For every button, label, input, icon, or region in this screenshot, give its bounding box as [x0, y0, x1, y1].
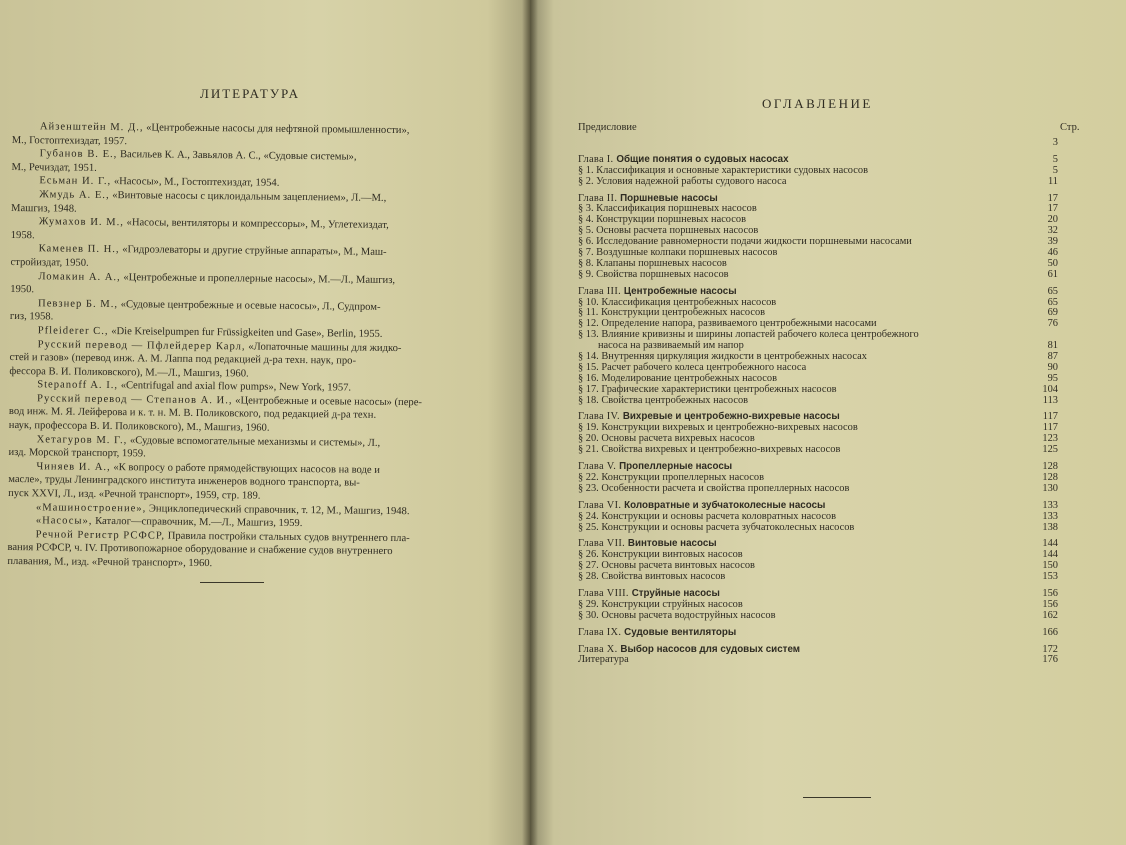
reference-text: «Die Kreiselpumpen fur Früssigkeiten und Gase», Berlin, 1955. [108, 325, 383, 340]
chapter-name: Судовые вентиляторы [624, 626, 737, 638]
page-number: 150 [1042, 560, 1058, 572]
page-number: 144 [1042, 549, 1058, 561]
toc-entry [578, 445, 1058, 456]
reference-continuation: плавания, М., изд. «Речной транспорт», 1960. [7, 555, 213, 570]
reference-author: Pfleiderer C., [37, 325, 109, 337]
bibliography-list [7, 120, 512, 574]
page-number: 104 [1042, 383, 1058, 395]
entry-title: § 16. Моделирование центробежных насосов [578, 372, 778, 384]
page-number: 162 [1042, 609, 1058, 621]
chapter-name: Центробежные насосы [623, 285, 737, 297]
reference-text: «Centrifugal and axial flow pumps», New York, 1957. [118, 380, 352, 394]
toc-entry [578, 572, 1058, 583]
chapter-number: Глава II. [578, 192, 621, 204]
page-number: 125 [1042, 444, 1058, 456]
page-number: 176 [1042, 654, 1058, 666]
entry-title: § 11. Конструкции центробежных насосов [578, 307, 766, 319]
reference-continuation: гиз, 1958. [9, 311, 54, 323]
reference-continuation: 1958. [10, 229, 35, 241]
reference-text: Каталог—справочник, М.—Л., Машгиз, 1959. [92, 516, 303, 530]
reference-author: Каменев П. Н., [38, 243, 120, 256]
page-number: 133 [1042, 510, 1058, 522]
reference-text: Правила постройки стальных судов внутреннего пла- [165, 530, 410, 544]
book-gutter [522, 0, 538, 845]
reference-continuation: изд. Морской транспорт, 1959. [8, 447, 146, 460]
reference-continuation: пуск XXVI, Л., изд. «Речной транспорт», 1959, стр. 189. [8, 488, 261, 502]
toc-page-label: Стр. [1060, 122, 1080, 133]
chapter-title [578, 628, 736, 639]
chapter-number: Глава IX. [578, 626, 625, 638]
reference-text: Энциклопедический справочник, т. 12, М., Машгиз, 1948. [146, 503, 410, 517]
reference-text: «Центробежные и пропеллерные насосы», М.—Л., Машгиз, [120, 271, 396, 286]
page-number: 3 [1052, 137, 1058, 148]
page-number: 46 [1047, 247, 1058, 259]
chapter-name: Вихревые и центробежно-вихревые насосы [622, 411, 840, 423]
chapter-number: Глава VII. [578, 538, 628, 550]
page-number: 123 [1042, 433, 1058, 445]
entry-title: § 25. Конструкции и основы расчета зубчатоколесных насосов [578, 521, 855, 533]
chapter-name: Выбор насосов для судовых систем [620, 643, 801, 655]
reference-author: Жумахов И. М., [38, 216, 124, 229]
reference-text: «Лопаточные машины для жидко- [245, 340, 402, 354]
reference-author: Айзенштейн М. Д., [39, 121, 144, 134]
entry-title: § 23. Особенности расчета и свойства пропеллерных насосов [578, 482, 850, 494]
chapter-name: Струйные насосы [631, 587, 720, 599]
toc-entry [578, 611, 1058, 622]
toc-chapter [578, 628, 1058, 639]
reference-text: «Судовые вспомогательные механизмы и системы», Л., [127, 434, 381, 449]
reference-text: «К вопросу о работе прямодействующих насосов на воде и [110, 461, 381, 476]
page-number: 32 [1047, 225, 1058, 237]
entry-title: § 18. Свойства центробежных насосов [578, 394, 749, 406]
entry-title: § 5. Основы расчета поршневых насосов [578, 225, 759, 237]
reference-author: Речной Регистр РСФСР, [35, 529, 166, 542]
page-number: 156 [1042, 587, 1058, 599]
reference-continuation: 1950. [10, 284, 35, 296]
reference-continuation: Машгиз, 1948. [11, 202, 77, 215]
page-number: 69 [1047, 307, 1058, 319]
entry-title: § 30. Основы расчета водоструйных насосов [578, 609, 776, 621]
entry-title: § 4. Конструкции поршневых насосов [578, 214, 746, 226]
page-number: 133 [1042, 499, 1058, 511]
page-number: 17 [1047, 192, 1058, 204]
entry-title: § 8. Клапаны поршневых насосов [578, 257, 727, 269]
page-number: 17 [1047, 203, 1058, 215]
toc-entry [578, 177, 1058, 188]
entry-title: § 19. Конструкции вихревых и центробежно-вихревых насосов [578, 422, 858, 434]
page-number: 128 [1042, 461, 1058, 473]
page-number: 61 [1047, 268, 1058, 280]
reference-continuation: фессора В. И. Поликовского), М.—Л., Машгиз, 1960. [9, 365, 249, 380]
right-page [530, 0, 1126, 845]
page-number: 113 [1042, 394, 1058, 406]
entry-title: § 14. Внутренняя циркуляция жидкости в центробежных насосах [578, 351, 867, 363]
reference-continuation: стройиздат, 1950. [10, 256, 89, 269]
page-number: 87 [1047, 351, 1058, 363]
entry-title: § 27. Основы расчета винтовых насосов [578, 560, 755, 572]
reference-text: «Гидроэлеваторы и другие струйные аппараты», М., Маш- [119, 244, 387, 259]
reference-author: Певзнер Б. М., [38, 298, 119, 310]
entry-title: § 17. Графические характеристики центробежных насосов [578, 383, 837, 395]
left-page [0, 0, 530, 845]
reference-author: Жмудь А. Е., [39, 189, 110, 201]
page-number: 153 [1042, 571, 1058, 583]
chapter-title [578, 501, 825, 512]
toc-entry [578, 138, 1058, 149]
chapter-number: Глава IV. [578, 411, 623, 423]
reference-item [7, 528, 507, 574]
reference-author: «Насосы», [35, 515, 93, 528]
toc-entry [578, 484, 1058, 495]
chapter-name: Пропеллерные насосы [619, 461, 733, 473]
page-number: 117 [1042, 422, 1058, 434]
entry-title: § 9. Свойства поршневых насосов [578, 268, 729, 280]
chapter-name: Винтовые насосы [627, 538, 717, 550]
entry-title: § 20. Основы расчета вихревых насосов [578, 433, 755, 445]
reference-author: «Машиностроение», [35, 501, 147, 515]
reference-text: «Насосы, вентиляторы и компрессоры», М., Углетехиздат, [123, 217, 389, 232]
toc-entry [578, 523, 1058, 534]
entry-title: § 13. Влияние кривизны и ширины лопастей рабочего колеса центробежного [578, 329, 919, 341]
end-rule [200, 582, 264, 583]
entry-title: § 21. Свойства вихревых и центробежно-вихревых насосов [578, 444, 841, 456]
toc-preface: Предисловие [578, 122, 637, 133]
reference-author: Ломакин А. А., [38, 270, 121, 283]
chapter-number: Глава III. [578, 285, 624, 297]
reference-item [9, 392, 509, 438]
reference-author: Чиняев И. А., [36, 461, 111, 473]
reference-author: Stepanoff A. I., [37, 379, 119, 392]
reference-author: Русский перевод — Пфлейдерер Карл, [37, 338, 246, 352]
entry-title: насоса на развиваемый им напор [598, 340, 744, 352]
reference-author: Русский перевод — Степанов А. И., [37, 393, 233, 407]
reference-item [8, 460, 508, 506]
page-number: 144 [1042, 538, 1058, 550]
page-number: 20 [1047, 214, 1058, 226]
entry-title: § 26. Конструкции винтовых насосов [578, 549, 743, 561]
entry-title: § 7. Воздушные колпаки поршневых насосов [578, 247, 778, 259]
page-number: 166 [1042, 626, 1058, 638]
toc-chapter [578, 645, 1058, 656]
reference-continuation: вания РСФСР, ч. IV. Противопожарное оборудование и снабжение судов внутреннего [7, 542, 393, 558]
reference-text: «Насосы», М., Гостоптехиздат, 1954. [111, 176, 280, 190]
toc-entry [578, 396, 1058, 407]
reference-continuation: масле», труды Ленинградского института инженеров водного транспорта, вы- [8, 474, 360, 490]
reference-author: Губанов В. Е., [39, 148, 118, 161]
toc-entry [578, 385, 1058, 396]
reference-continuation: вод инж. М. Я. Лейферова и к. т. н. М. В. Поликовского, под редакцией д-ра техн. [8, 406, 377, 422]
toc-title: ОГЛАВЛЕНИЕ [762, 96, 873, 111]
reference-continuation: М., Речиздат, 1951. [11, 161, 97, 174]
reference-author: Хетагуров М. Г., [36, 433, 128, 446]
toc-entry [578, 270, 1058, 281]
entry-title: § 1. Классификация и основные характеристики судовых насосов [578, 164, 868, 176]
reference-continuation: М., Гостоптехиздат, 1957. [11, 134, 128, 147]
toc-chapter [578, 287, 1058, 298]
chapter-number: Глава I. [578, 153, 617, 165]
entry-title: § 6. Исследование равномерности подачи жидкости поршневыми насосами [578, 236, 912, 248]
entry-title: § 10. Классификация центробежных насосов [578, 296, 777, 308]
chapter-name: Поршневые насосы [620, 192, 718, 204]
page-number: 65 [1047, 296, 1058, 308]
page-number: 50 [1047, 257, 1058, 269]
entry-title: § 15. Расчет рабочего колеса центробежного насоса [578, 361, 807, 373]
entry-title: § 3. Классификация поршневых насосов [578, 203, 757, 215]
reference-text: «Центробежные и осевые насосы» (пере- [232, 395, 423, 409]
entry-title: § 28. Свойства винтовых насосов [578, 571, 726, 583]
page-number: 130 [1042, 482, 1058, 494]
page-number: 117 [1042, 411, 1058, 423]
entry-title: § 12. Определение напора, развиваемого центробежными насосами [578, 318, 877, 330]
bibliography-title: ЛИТЕРАТУРА [200, 86, 300, 101]
chapter-title [578, 287, 737, 298]
entry-title: § 2. Условия надежной работы судового насоса [578, 175, 787, 187]
reference-continuation: стей и газов» (перевод инж. А. М. Лаппа под редакцией д-ра техн. наук, про- [9, 352, 357, 367]
reference-text: Васильев К. А., Завьялов А. С., «Судовые системы», [117, 149, 357, 163]
entry-title: § 29. Конструкции струйных насосов [578, 598, 743, 610]
toc-entry [578, 655, 1058, 666]
reference-author: Есьман И. Г., [39, 175, 112, 188]
chapter-name: Коловратные и зубчатоколесные насосы [624, 499, 826, 511]
chapter-number: Глава V. [578, 461, 620, 473]
page-number: 39 [1047, 236, 1058, 248]
page-number: 11 [1047, 175, 1058, 187]
page-number: 5 [1052, 164, 1058, 176]
end-rule [803, 797, 871, 798]
page-number: 95 [1047, 372, 1058, 384]
reference-continuation: наук, профессора В. И. Поликовского), М., Машгиз, 1960. [8, 420, 270, 434]
reference-text: «Центробежные насосы для нефтяной промышленности», [143, 122, 410, 137]
reference-text: «Винтовые насосы с циклоидальным зацеплением», Л.—М., [109, 189, 387, 204]
toc-entry [578, 512, 1058, 523]
page-number: 128 [1042, 471, 1058, 483]
chapter-number: Глава VI. [578, 499, 625, 511]
entry-title: Литература [578, 654, 629, 666]
page-number: 172 [1042, 643, 1058, 655]
toc-list [578, 138, 1058, 666]
reference-item [9, 337, 509, 383]
page-number: 90 [1047, 361, 1058, 373]
page-number: 138 [1042, 521, 1058, 533]
page-number: 65 [1047, 285, 1058, 297]
chapter-number: Глава VIII. [578, 587, 632, 599]
chapter-name: Общие понятия о судовых насосах [616, 153, 789, 165]
toc-chapter [578, 501, 1058, 512]
page-number: 81 [1047, 340, 1058, 352]
entry-title: § 24. Конструкции и основы расчета коловратных насосов [578, 510, 837, 522]
page-number: 76 [1047, 318, 1058, 330]
page-number: 5 [1052, 153, 1058, 165]
page-number: 156 [1042, 598, 1058, 610]
chapter-number: Глава X. [578, 643, 621, 655]
reference-text: «Судовые центробежные и осевые насосы», Л., Судпром- [117, 298, 381, 313]
entry-title: § 22. Конструкции пропеллерных насосов [578, 471, 764, 483]
